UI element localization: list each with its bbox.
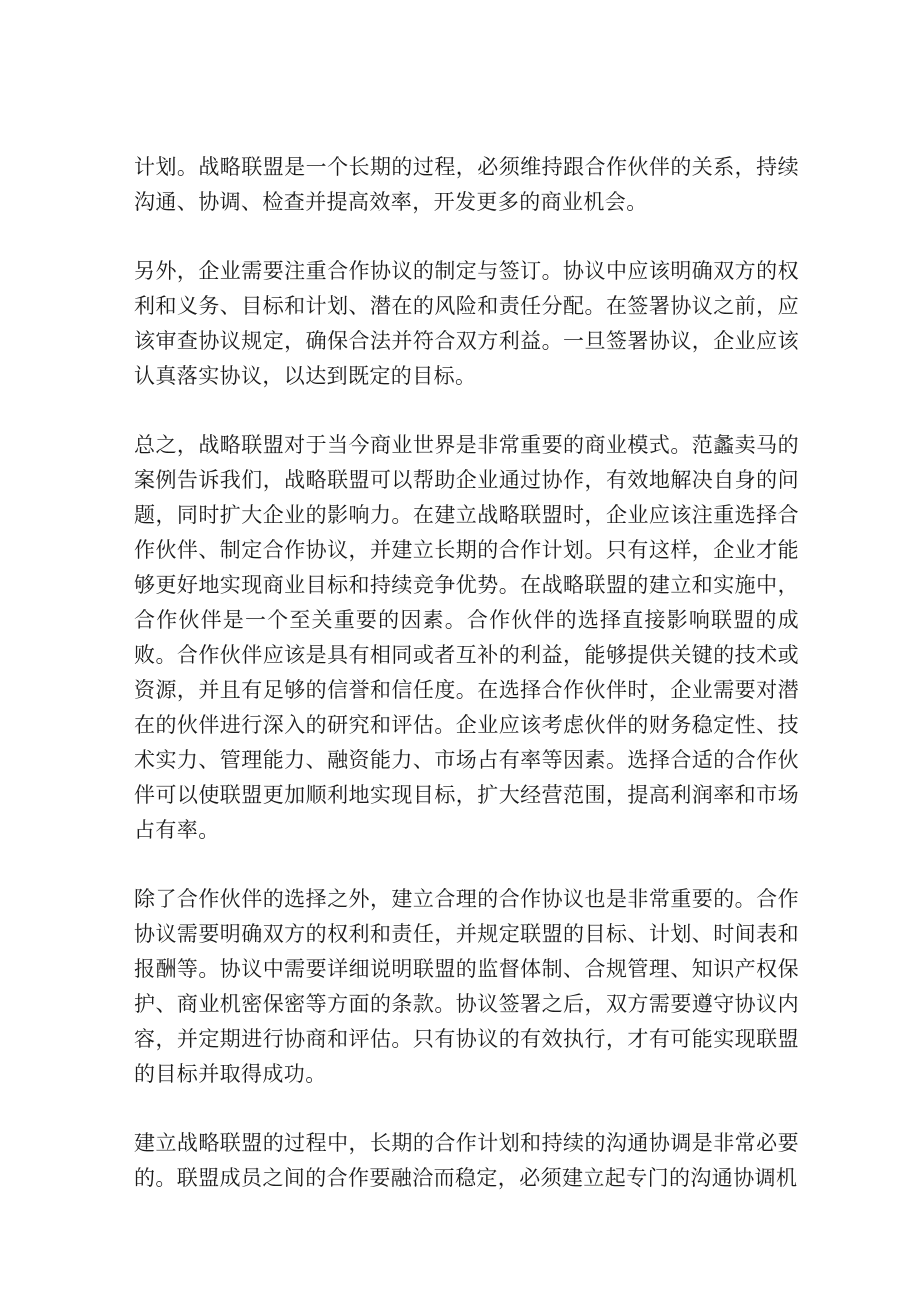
paragraph-4: 除了合作伙伴的选择之外，建立合理的合作协议也是非常重要的。合作协议需要明确双方的权利和责任，并规定联盟的目标、计划、时间表和报酬等。协议中需要详细说明联盟的监督体制、合规管理、知识产权保护、商业机密保密等方面的条款。协议签署之后，双方需要遵守协议内容，并定期进行协商和评估。只有协议的有效执行，才有可能实现联盟的目标并取得成功。 <box>134 887 799 1086</box>
document-body <box>134 150 799 1196</box>
paragraph-5: 建立战略联盟的过程中，长期的合作计划和持续的沟通协调是非常必要的。联盟成员之间的合作要融洽而稳定，必须建立起专门的沟通协调机 <box>134 1131 799 1190</box>
paragraph-3: 总之，战略联盟对于当今商业世界是非常重要的商业模式。范蠡卖马的案例告诉我们，战略联盟可以帮助企业通过协作，有效地解决自身的问题，同时扩大企业的影响力。在建立战略联盟时，企业应该注重选择合作伙伴、制定合作协议，并建立长期的合作计划。只有这样，企业才能够更好地实现商业目标和持续竞争优势。在战略联盟的建立和实施中，合作伙伴是一个至关重要的因素。合作伙伴的选择直接影响联盟的成败。合作伙伴应该是具有相同或者互补的利益，能够提供关键的技术或资源，并且有足够的信誉和信任度。在选择合作伙伴时，企业需要对潜在的伙伴进行深入的研究和评估。企业应该考虑伙伴的财务稳定性、技术实力、管理能力、融资能力、市场占有率等因素。选择合适的合作伙伴可以使联盟更加顺利地实现目标，扩大经营范围，提高利润率和市场占有率。 <box>134 433 799 842</box>
paragraph-2: 另外，企业需要注重合作协议的制定与签订。协议中应该明确双方的权利和义务、目标和计划、潜在的风险和责任分配。在签署协议之前，应该审查协议规定，确保合法并符合双方利益。一旦签署协议，企业应该认真落实协议，以达到既定的目标。 <box>134 259 799 388</box>
paragraph-1: 计划。战略联盟是一个长期的过程，必须维持跟合作伙伴的关系，持续沟通、协调、检查并提高效率，开发更多的商业机会。 <box>134 155 799 214</box>
